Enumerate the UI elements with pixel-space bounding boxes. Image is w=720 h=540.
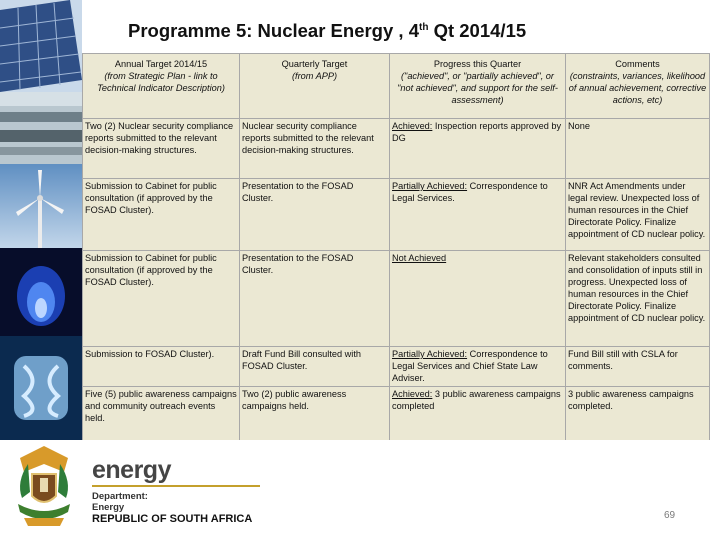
quarterly-target-cell: Two (2) public awareness campaigns held. xyxy=(240,387,390,441)
status-label: Partially Achieved: xyxy=(392,181,468,191)
status-label: Not Achieved xyxy=(392,253,447,263)
brand-wordmark: energy xyxy=(92,456,171,484)
table-row xyxy=(83,387,710,441)
table-row xyxy=(83,347,710,387)
quarterly-target-cell: Draft Fund Bill consulted with FOSAD Cluster. xyxy=(240,347,390,387)
comments-cell: None xyxy=(566,119,710,179)
status-label: Partially Achieved: xyxy=(392,349,468,359)
status-label: Achieved: xyxy=(392,121,433,131)
gas-flame-image xyxy=(0,248,82,336)
title-superscript: th xyxy=(418,21,429,33)
table-header-row xyxy=(83,54,710,119)
progress-cell: Partially Achieved: Correspondence to Legal Services and Chief State Law Adviser. xyxy=(390,347,566,387)
programme-table xyxy=(82,53,710,441)
solar-panel-image xyxy=(0,0,82,92)
header-annual-target: Annual Target 2014/15 (from Strategic Plan - link to Technical Indicator Description) xyxy=(83,54,240,119)
quarterly-target-cell: Nuclear security compliance reports submitted to the relevant decision-making structures. xyxy=(240,119,390,179)
progress-cell: Achieved: 3 public awareness campaigns completed xyxy=(390,387,566,441)
header-progress: Progress this Quarter ("achieved", or "partially achieved", or "not achieved", and support for the self-assessment) xyxy=(390,54,566,119)
comments-cell: Relevant stakeholders consulted and consolidation of inputs still in progress. Unexpected loss of human resources in the Chief Directorate Policy. Finalize appointment of CD nuclear policy. xyxy=(566,251,710,347)
comments-cell: Fund Bill still with CSLA for comments. xyxy=(566,347,710,387)
annual-target-cell: Five (5) public awareness campaigns and community outreach events held. xyxy=(83,387,240,441)
country-label: REPUBLIC OF SOUTH AFRICA xyxy=(92,513,253,525)
annual-target-cell: Submission to Cabinet for public consultation (if approved by the FOSAD Cluster). xyxy=(83,179,240,251)
table-row xyxy=(83,251,710,347)
pipeline-image xyxy=(0,92,82,164)
department-label: Department: Energy xyxy=(92,491,148,513)
header-quarterly-target: Quarterly Target (from APP) xyxy=(240,54,390,119)
annual-target-cell: Submission to Cabinet for public consultation (if approved by the FOSAD Cluster). xyxy=(83,251,240,347)
progress-cell xyxy=(390,251,566,347)
progress-cell: Partially Achieved: Correspondence to Legal Services. xyxy=(390,179,566,251)
table-row xyxy=(83,119,710,179)
annual-target-cell: Submission to FOSAD Cluster). xyxy=(83,347,240,387)
progress-cell: Achieved: Inspection reports approved by DG xyxy=(390,119,566,179)
quarterly-target-cell: Presentation to the FOSAD Cluster. xyxy=(240,179,390,251)
brand-divider xyxy=(92,485,260,487)
slide-title xyxy=(128,20,526,42)
table-row xyxy=(83,179,710,251)
wind-turbine-image xyxy=(0,164,82,248)
header-comments: Comments (constraints, variances, likelihood of annual achievement, corrective actions, etc) xyxy=(566,54,710,119)
page-number: 69 xyxy=(664,510,676,521)
quarterly-target-cell: Presentation to the FOSAD Cluster. xyxy=(240,251,390,347)
comments-cell: 3 public awareness campaigns completed. xyxy=(566,387,710,441)
comments-cell: NNR Act Amendments under legal review. Unexpected loss of human resources in the Chief Directorate Policy. Finalize appointment of CD nuclear policy. xyxy=(566,179,710,251)
annual-target-cell: Two (2) Nuclear security compliance reports submitted to the relevant decision-making structures. xyxy=(83,119,240,179)
status-label: Achieved: xyxy=(392,389,433,399)
light-bulb-image xyxy=(0,336,82,440)
title-end: Qt 2014/15 xyxy=(428,20,527,41)
coat-of-arms-icon xyxy=(8,442,80,534)
title-main: Programme 5: Nuclear Energy , 4 xyxy=(128,20,419,41)
footer-logo-area xyxy=(0,440,720,540)
